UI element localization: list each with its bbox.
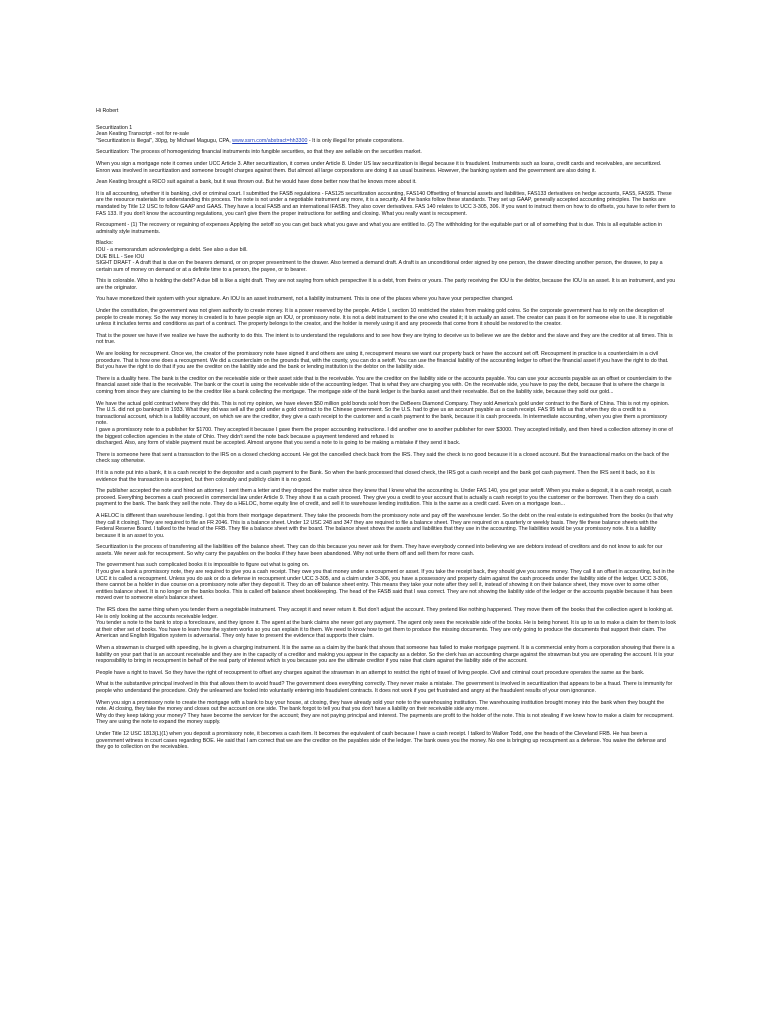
paragraph bbox=[96, 544, 676, 557]
paragraph bbox=[96, 308, 676, 328]
header-reference-suffix: - It is only illegal for private corporations. bbox=[307, 137, 404, 144]
document-body bbox=[96, 108, 676, 756]
header-reference-prefix: "Securitization is Illegal", 30pg, by Michael Magugu, CPA, bbox=[96, 137, 231, 144]
paragraph-line: Under Title 12 USC 1813(L)(1) when you deposit a promissory note, it becomes a cash item. It becomes the equivalent of cash because I have a cash receipt. I talked to Walker Todd, one the heads of the Cleveland FRB. He has been a government witness in court cases regarding BOE. He said that I am correct that we are the creditor on the payables side of the ledger. The bank owes you the money. No one is bringing up recoupment as a defense. You waive the defense and they go to collection on the receivables. bbox=[96, 730, 666, 751]
paragraph-line: We have the actual gold contract where they did this. This is not my opinion, we have eleven $50 million gold bonds sold from the DeBeers Diamond Company. They sold America's gold under contract to the Bank of China. This is not my opinion. The U.S. did not go bankrupt in 1933. What they did was sell all the gold under a gold contract to the Chinese government. So the U.S. had to give us an account payable as a cash receipt. FAS 95 tells us that when they do a credit to a transactional account, which is a liability account, on which we are the creditor, they give a cash receipt to the customer and a cash payment to the bank, because it is cash proceeds. In intermediate accounting, when you give them a promissory note. bbox=[96, 400, 670, 427]
paragraph-line: The publisher accepted the note and hired an attorney. I sent them a letter and they dropped the matter since they knew that I knew what the accounting is. Under FAS 140, you get your setoff. When you make a deposit, it is a cash receipt, a cash proceed. Everything becomes a cash proceed in commercial law under Article 9. They show it as a cash proceed. They give you a credit to your account that is actually a cash receipt to you the customer or the borrower. Then they do a cash payment to the bank. The bank they sell the note. They do a HELOC, home equity line of credit, and sell it to warehouse lending institution. This is the same as a credit card. Even on a mortgage loan... bbox=[96, 488, 672, 508]
paragraph bbox=[96, 296, 676, 303]
paragraph bbox=[96, 161, 676, 174]
header-reference bbox=[96, 138, 676, 145]
paragraph-line: Jean Keating brought a RICO suit against a bank, but it was thrown out. But he would have done better now that he knows more about it. bbox=[96, 179, 417, 186]
paragraph-line: There is someone here that sent a transaction to the IRS on a closed checking account. He got the cancelled check back from the IRS. They said the check is no good because it is a closed account. But the transactional marks on the back of the check say otherwise. bbox=[96, 451, 670, 465]
paragraph-line: You have monetized their system with your signature. An IOU is an asset instrument, not a liability instrument. This is one of the places where you have your perspective changed. bbox=[96, 296, 514, 303]
paragraph-list bbox=[96, 149, 676, 750]
paragraph-line: That is the power we have if we realize we have the authority to do this. The intent is to understand the regulations and to see how they are trying to deceive us to believe we are the debtor and the slave and they are the creditor at all times. This is not true. bbox=[96, 332, 673, 346]
paragraph-line: Securitization is the process of transferring all the liabilities off the balance sheet. They can do this because you never ask for them. They have everybody conned into believing we are debtors instead of creditors and do not know to ask for our assets. We never ask for recoupment. So why carry the payables on the books if they have been abandoned. Why not write them off and sell them for more cash. bbox=[96, 544, 663, 557]
paragraph bbox=[96, 278, 676, 291]
paragraph-line: Blacks: bbox=[96, 240, 114, 247]
paragraph-line: What is the substantive principal involved in this that allows them to avoid fraud? The government does everything correctly. They never make a mistake. The government is involved in securitization that appears to be a fraud. There is immunity for people who understand the procedure. Only the unlearned are fooled into voluntarily entering into fraudulent contracts. It does not work if you get frustrated and angry at the fraudulent results of your own ignorance. bbox=[96, 681, 673, 694]
paragraph bbox=[96, 240, 676, 273]
paragraph bbox=[96, 452, 676, 465]
paragraph-line: DUE BILL - See IOU bbox=[96, 253, 145, 260]
paragraph-line: Securitization: The process of homogenizing financial instruments into fungible securities, so that they are sellable on the securities market. bbox=[96, 149, 422, 156]
paragraph-line: There is a duality here. The bank is the creditor on the receivable side or their asset side that is the receivable. You are the creditor on the liability side or the accounts payable. You can use your accounts payable as an offset or counterclaim to the financial asset side that is the receivable. The bank or the court is using the receivable side of the accounting ledger. That is what they are charging you with. On the receivable side, you have to pay the debt, because that is where the charge is coming from since they are claiming to be the creditor like a bank collecting the mortgage. The mortgage side of the bank ledger is the banks asset and their receivable. But on the liability side, because they sold our gold... bbox=[96, 375, 672, 395]
paragraph-line: The IRS does the same thing when you tender them a negotiable instrument. They accept it and never return it. But don't adjust the account. They pretend like nothing happened. They move them off the books that the collection agent is looking at. He is only looking at the accounts receivable ledger. bbox=[96, 607, 674, 620]
paragraph bbox=[96, 513, 676, 539]
paragraph-line: IOU - a memorandum acknowledging a debt. See also a due bill. bbox=[96, 246, 248, 253]
paragraph-line: If you give a bank a promissory note, they are required to give you a cash receipt. They owe you that money under a recoupment or asset. If you take the receipt back, they should give you some money. They call it an offset in accounting, but in the UCC it is called a recoupment. Unless you do ask or do a defense in recoupment under UCC 3-305, and a claim under 3-306, you have a possessory and property claim against the cash proceeds under the liability side of the ledger. UCC 3-306, there cannot be a holder in due course on a promissory note after they deposit it. They do an off balance sheet entry. This means they take your note after they sell it, instead of showing it on their balance sheet, they move over to some other entities balance sheet. It is no longer on the banks books. This is called off balance sheet bookkeeping. The head of the FASB said that I was correct. They are not showing the liability side of the ledger or the accounts payable because it has been moved over to someone else's balance sheet. bbox=[96, 569, 675, 602]
paragraph-line: People have a right to travel. So they have the right of recoupment to offset any charges against the strawman in an attempt to restrict the right of travel of living people. Civil and criminal court procedure operates the same as the bank. bbox=[96, 669, 645, 676]
paragraph-line: The government has such complicated books it is impossible to figure out what is going on. bbox=[96, 562, 310, 569]
ssrn-link[interactable]: www.ssrn.com/abstract=hh3300 bbox=[232, 137, 308, 144]
document-header bbox=[96, 125, 676, 145]
paragraph-line: If it is a note put into a bank, it is a cash receipt to the depositor and a cash payment to the Bank. So when the bank processed that closed check, the IRS got a cash receipt and the bank got cash payment. Then the IRS sent it back, so it is evidence that the transaction is accepted, but then colorably and publicly claim it is no good. bbox=[96, 469, 655, 483]
header-title: Securitization 1 bbox=[96, 124, 133, 131]
paragraph bbox=[96, 645, 676, 665]
paragraph-line: This is colorable. Who is holding the debt? A due bill is like a sight draft. They are not saying from which perspective it is a debt, from theirs or yours. The party receiving the IOU is the debtor, because the IOU is an asset. It is an instrument, and you are the originator. bbox=[96, 278, 676, 291]
paragraph bbox=[96, 401, 676, 447]
paragraph bbox=[96, 351, 676, 371]
paragraph bbox=[96, 731, 676, 751]
paragraph-line: When you sign a mortgage note it comes under UCC Article 3. After securitization, it comes under Article 8. Under US law securitization is illegal because it is fraudulent. Instruments such as loans, credit cards and receivables, are securitized. Enron was involved in securitization and someone brought charges against them. But almost all large corporations are doing it as usual business. However, the banking system and the government are also doing it. bbox=[96, 160, 662, 174]
paragraph-line: When a strawman is charged with speeding, he is given a charging instrument. It is the same as a claim by the bank that shows that someone has failed to make mortgage payment. It is a commercial entry from a corporation showing that there is a liability on your part that is an account receivable and they are in the capacity of a creditor and making you appear in the capacity as a debtor. So the clerk has an accounting charge against the strawman but you are operating the account. It is your responsibility to bring in recoupment in behalf of the real party of interest which is you because you are the ultimate creditor if you raise that claim against the liability side of the account. bbox=[96, 645, 675, 665]
paragraph bbox=[96, 376, 676, 396]
paragraph bbox=[96, 333, 676, 346]
paragraph-line: Under the constitution, the government was not given authority to create money. It is a power reserved by the people. Article I, section 10 restricted the states from making gold coins. So the corporate government has to rely on the deception of people to create money. So the way money is created is to have people sign an IOU, or promissory note. It is not a debt instrument to the one who created it; it is actually an asset. The creator can pass it on for someone else to use. It is negotiable unless it includes terms and conditions as part of a contract. The property belongs to the creator, and the holder is merely using it and any proceeds that come from it should be restored to the creator. bbox=[96, 308, 673, 328]
paragraph bbox=[96, 562, 676, 602]
paragraph-line: discharged. Also, any form of viable payment must be accepted. Almost anyone that you send a note to is going to be making a mistake if they send it back. bbox=[96, 440, 461, 447]
paragraph bbox=[96, 470, 676, 483]
greeting: Hi Robert bbox=[96, 108, 119, 114]
paragraph bbox=[96, 191, 676, 217]
paragraph bbox=[96, 670, 676, 677]
paragraph-line: You tender a note to the bank to stop a foreclosure, and they ignore it. The agent at the bank claims she never got any payment. The agent only sees the receivable side of the books. He is being honest. It is up to us to make a claim for them to look at their other set of books. You have to learn how the system works so you can explain it to them. We need to know how to get them to produce the missing documents. They are only going to produce the documents that support their claim. The American and English litigation system is adversarial. They only have to present the evidence that supports their claim. bbox=[96, 620, 676, 640]
paragraph bbox=[96, 179, 676, 186]
paragraph-line: I gave a promissory note to a publisher for $1700. They accepted it because I gave them the proper accounting instructions. I did another one to another publisher for over $3000. They accepted initially, and then hired a collection attorney in one of the biggest collection agencies in the state of Ohio. They didn't send the note back because a payment tendered and refused is bbox=[96, 426, 673, 440]
paragraph-line: It is all accounting, whether it is banking, civil or criminal court. I submitted the FASB regulations - FAS125 securitization accounting, FAS140 Offsetting of financial assets and liabilities, FAS133 derivatives on hedge accounts, FAS5, FAS95. These are the resource materials for understanding this process. The note is not under a negotiable instrument any more, it is a security. All the banks follow these standards. They set up GAAP, generally accepted accounting principles. The banks are mandated by Title 12 USC to follow GAAP and GAAS. They have a local FASB and an international IFASB. They also cover derivatives. FAS 140 relates to UCC 3-305, 306. If you want to instruct them on how to do offsets, you have to refer them to FAS 133. If you don't know the accounting regulations, you can't give them the proper instructions for settling and closing. What you really want is recoupment. bbox=[96, 190, 676, 217]
paragraph-line: Why do they keep taking your money? They have become the servicer for the account; they are not paying principal and interest. The payments are profit to the holder of the note. This is not stealing if we knew how to make a claim for recoupment. They are using the note to expand the money supply. bbox=[96, 712, 674, 726]
paragraph-line: When you sign a promissory note to create the mortgage with a bank to buy your house, at closing, they have already sold your note to the warehousing institution. The warehousing institution brought money into the bank when they bought the note. At closing, they take the money and closes out the account on one side. The bank forgot to tell you that you don't have a liability on their receivable side any more. bbox=[96, 699, 665, 713]
paragraph bbox=[96, 681, 676, 694]
paragraph bbox=[96, 700, 676, 726]
header-transcript-note: Jean Keating Transcript - not for re-sale bbox=[96, 131, 190, 138]
paragraph bbox=[96, 488, 676, 508]
paragraph bbox=[96, 149, 676, 156]
paragraph-line: SIGHT DRAFT - A draft that is due on the bearers demand, or on proper presentment to the drawer. Also termed a demand draft. A draft is an unconditional order signed by one person, the drawer directing another person, the drawee, to pay a certain sum of money on demand or at a definite time to a person, the payee, or to bearer. bbox=[96, 260, 663, 273]
paragraph-line: We are looking for recoupment. Once we, the creator of the promissory note have signed it and others are using it, recoupment means we want our property back or have the account set off. Recoupment in practice is a counterclaim in a civil procedure. That is how one does a recoupment. We did a counterclaim on the grounds that, with the county, you can do a setoff. You can use the financial liability of the accounting ledger to offset the financial asset if you have the right to do that. But you have the right to do that if you are the creditor on the liability side and the bank or lending institution is the debtor on the liability side. bbox=[96, 351, 669, 371]
paragraph bbox=[96, 607, 676, 640]
paragraph bbox=[96, 222, 676, 235]
paragraph-line: Recoupment - (1) The recovery or regaining of expenses Applying the setoff so you can get back what you gave and what you are entitled to. (2) The withholding for the equitable part or all of something that is due. This is all equitable action in admiralty style instruments. bbox=[96, 222, 663, 235]
paragraph-line: A HELOC is different than warehouse lending. I got this from their mortgage department. They take the proceeds from the promissory note and pay off the warehouse lender. So the debt on the real estate is extinguished from the books (is that why they call it closing). They are required to file an FR 2046. This is a balance sheet. Under 12 USC 248 and 347 they are required to file a balance sheet. They are required on a quarterly or weekly basis. They file these balance sheets with the Federal Reserve Board. I talked to the head of the FRB. They file a balance sheet with the board. The balance sheet shows the assets and liabilities that they use in the accounting. The liabilities would be your promissory note. It is a liability because it is an asset to you. bbox=[96, 512, 674, 539]
